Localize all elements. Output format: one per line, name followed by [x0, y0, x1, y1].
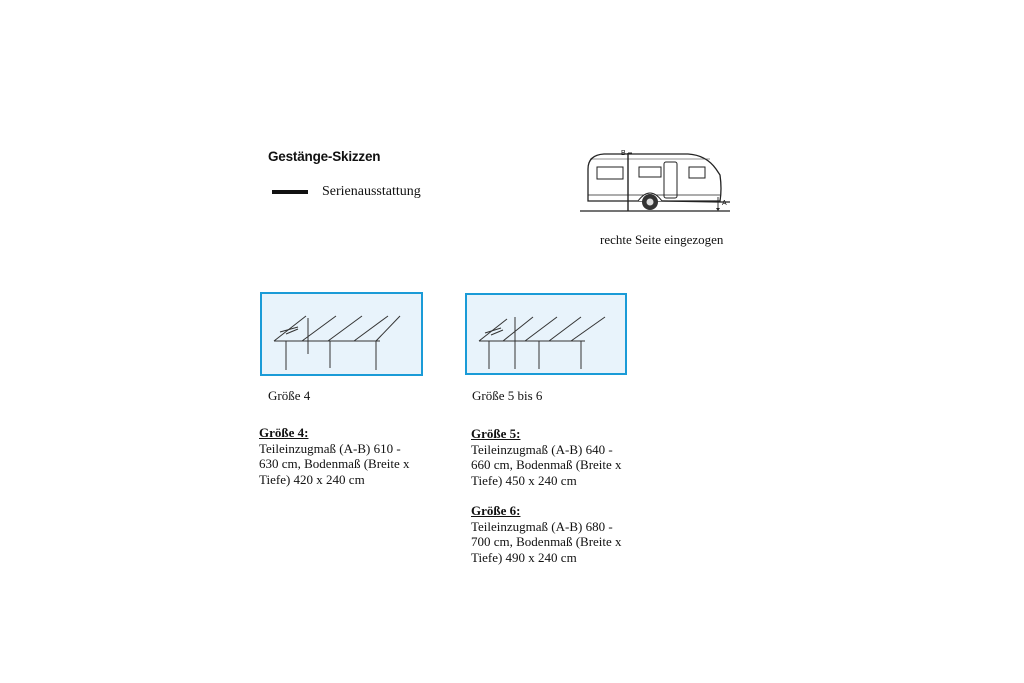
spec-size-5	[471, 426, 631, 488]
caravan-diagram	[578, 145, 734, 220]
page-title: Gestänge-Skizzen	[268, 149, 381, 164]
caravan-label-b: B	[621, 150, 626, 157]
caravan-caption: rechte Seite eingezogen	[600, 232, 724, 247]
pole-frame-drawing	[467, 295, 625, 373]
spec-size-4	[259, 425, 419, 487]
spec-heading: Größe 6:	[471, 503, 521, 518]
spec-text: Teileinzugmaß (A-B) 610 - 630 cm, Bodenmaß (Breite x Tiefe) 420 x 240 cm	[259, 440, 410, 487]
spec-size-6	[471, 503, 631, 565]
caravan-label-a: A	[722, 200, 727, 207]
spec-text: Teileinzugmaß (A-B) 680 - 700 cm, Bodenmaß (Breite x Tiefe) 490 x 240 cm	[471, 518, 622, 565]
pole-sketch-size-5-6	[465, 293, 627, 375]
legend-label: Serienausstattung	[322, 184, 421, 199]
pole-sketch-size-4	[260, 292, 423, 376]
sketch-caption-size-5-6: Größe 5 bis 6	[472, 388, 543, 403]
legend-line-swatch	[272, 190, 308, 194]
spec-text: Teileinzugmaß (A-B) 640 - 660 cm, Bodenmaß (Breite x Tiefe) 450 x 240 cm	[471, 441, 622, 488]
sketch-caption-size-4: Größe 4	[268, 388, 311, 403]
spec-heading: Größe 4:	[259, 425, 309, 440]
pole-frame-drawing	[262, 294, 421, 374]
spec-heading: Größe 5:	[471, 426, 521, 441]
